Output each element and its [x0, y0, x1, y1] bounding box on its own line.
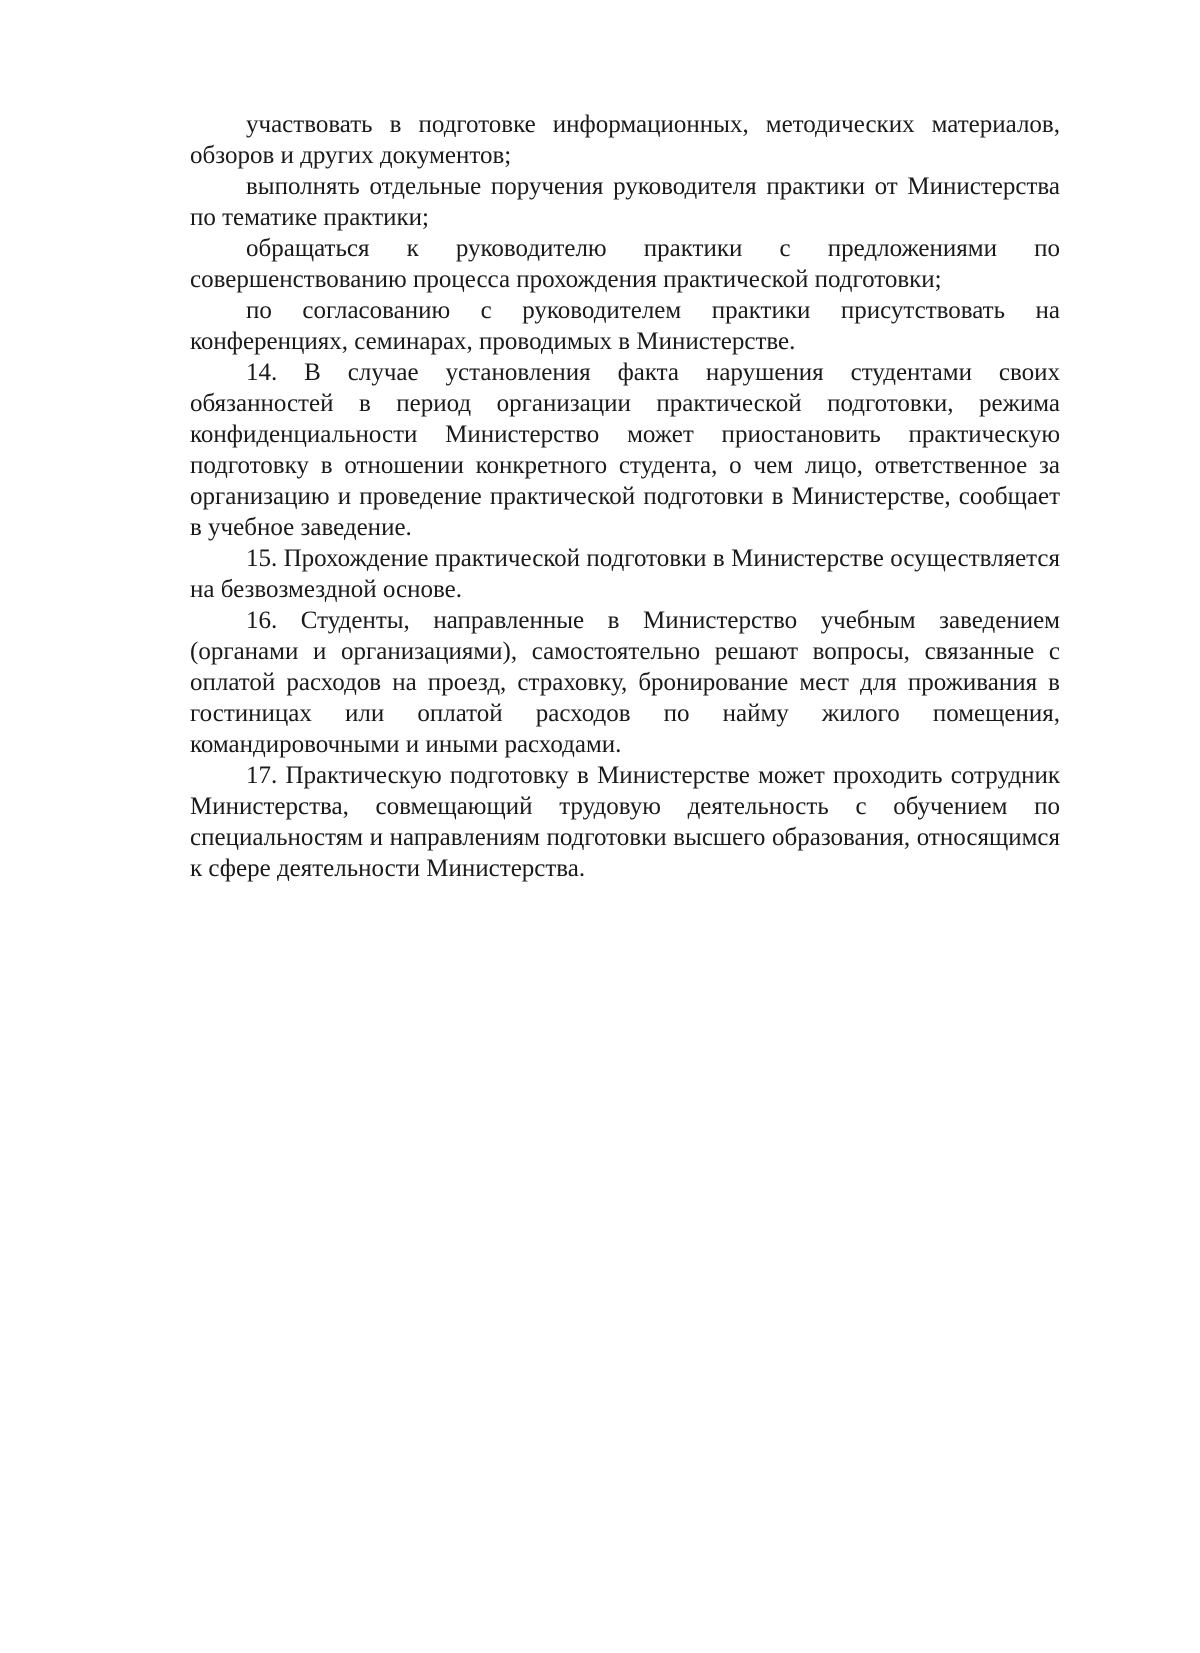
paragraph-assignments: выполнять отдельные поручения руководителя практики от Министерства по тематике практики;	[190, 173, 1060, 231]
paragraph-17: 17. Практическую подготовку в Министерстве может проходить сотрудник Министерства, совмещающий трудовую деятельность с обучением по специальностям и направлениям подготовки высшего образования, относящимся к сфере деятельности Министерства.	[190, 762, 1060, 882]
paragraph-participate: участвовать в подготовке информационных, методических материалов, обзоров и других документов;	[190, 111, 1060, 169]
paragraph-15: 15. Прохождение практической подготовки в Министерстве осуществляется на безвозмездной основе.	[190, 545, 1060, 603]
document-page	[190, 109, 1060, 884]
paragraph-conferences: по согласованию с руководителем практики присутствовать на конференциях, семинарах, проводимых в Министерстве.	[190, 297, 1060, 355]
paragraph-16: 16. Студенты, направленные в Министерство учебным заведением (органами и организациями), самостоятельно решают вопросы, связанные с оплатой расходов на проезд, страховку, бронирование мест для проживания в гостиницах или оплатой расходов по найму жилого помещения, командировочными и иными расходами.	[190, 607, 1060, 758]
paragraph-14: 14. В случае установления факта нарушения студентами своих обязанностей в период организации практической подготовки, режима конфиденциальности Министерство может приостановить практическую подготовку в отношении конкретного студента, о чем лицо, ответственное за организацию и проведение практической подготовки в Министерстве, сообщает в учебное заведение.	[190, 359, 1060, 541]
paragraph-proposals: обращаться к руководителю практики с предложениями по совершенствованию процесса прохождения практической подготовки;	[190, 235, 1060, 293]
